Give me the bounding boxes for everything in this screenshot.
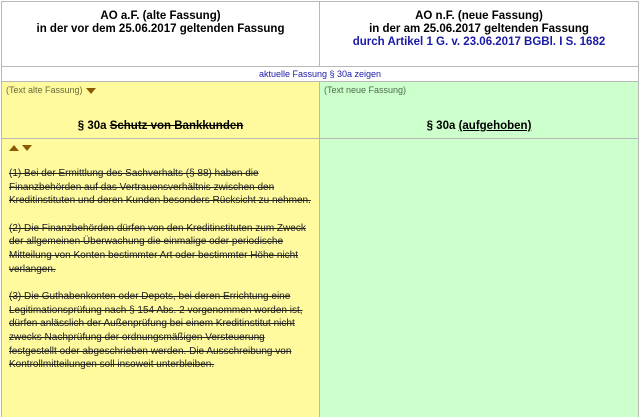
current-version-cell [1,67,639,82]
section-title-row [1,82,639,138]
paragraph-2: (2) Die Finanzbehörden dürfen von den Kreditinstituten zum Zweck der allgemeinen Überwachung die einmalige oder periodische Mitteilung von Konten bestimmter Art oder bestimmter Höhe nicht verlangen. [9,222,306,275]
paragraph-1: (1) Bei der Ermittlung des Sachverhalts (§ 88) haben die Finanzbehörden auf das Vertrauensverhältnis zwischen den Kreditinstituten und deren Kunden besonders Rücksicht zu nehmen. [9,168,311,207]
header-row [1,1,639,67]
show-current-version-link[interactable]: aktuelle Fassung § 30a zeigen [258,68,382,79]
old-version-date: in der vor dem 25.06.2017 geltenden Fassung [36,23,285,35]
amendment-link[interactable]: durch Artikel 1 G. v. 23.06.2017 BGBl. I S. 1682 [352,36,606,48]
old-section-heading [6,120,315,132]
new-section-body [320,138,639,417]
section-body-row [1,138,639,417]
paragraph-3: (3) Die Guthabenkonten oder Depots, bei deren Errichtung eine Legitimationsprüfung nach § 154 Abs. 2 vorgenommen worden ist, dürfen anlässlich der Außenprüfung bei einem Kreditinstitut nicht zwecks Nachprüfung der ordnungsmäßigen Versteuerung festgestellt oder abgeschrieben werden. Die Ausschreibung von Kontrollmitteilungen soll insoweit unterbleiben. [9,291,303,371]
new-section-name: (aufgehoben) [458,120,532,132]
old-section-body [1,138,320,417]
old-section-title-cell [1,82,320,138]
triangle-down-icon[interactable] [22,145,32,151]
old-version-header [1,1,320,67]
old-version-title: AO a.F. (alte Fassung) [100,10,221,22]
navigation-arrows [9,143,312,153]
new-version-date: in der am 25.06.2017 geltenden Fassung [369,23,589,35]
new-section-number: § 30a [426,120,456,132]
old-text-label: (Text alte Fassung) [6,85,83,95]
new-section-title-cell [320,82,639,138]
current-version-row [1,67,639,82]
triangle-down-icon[interactable] [86,88,96,94]
new-version-header [320,1,639,67]
old-section-number: § 30a [77,120,107,132]
old-section-name: Schutz von Bankkunden [109,120,244,132]
old-text-label-wrap [6,84,315,96]
comparison-table [1,1,639,417]
new-section-heading [324,120,634,132]
triangle-up-icon[interactable] [9,145,19,151]
new-version-title: AO n.F. (neue Fassung) [415,10,543,22]
new-text-label: (Text neue Fassung) [324,85,407,95]
